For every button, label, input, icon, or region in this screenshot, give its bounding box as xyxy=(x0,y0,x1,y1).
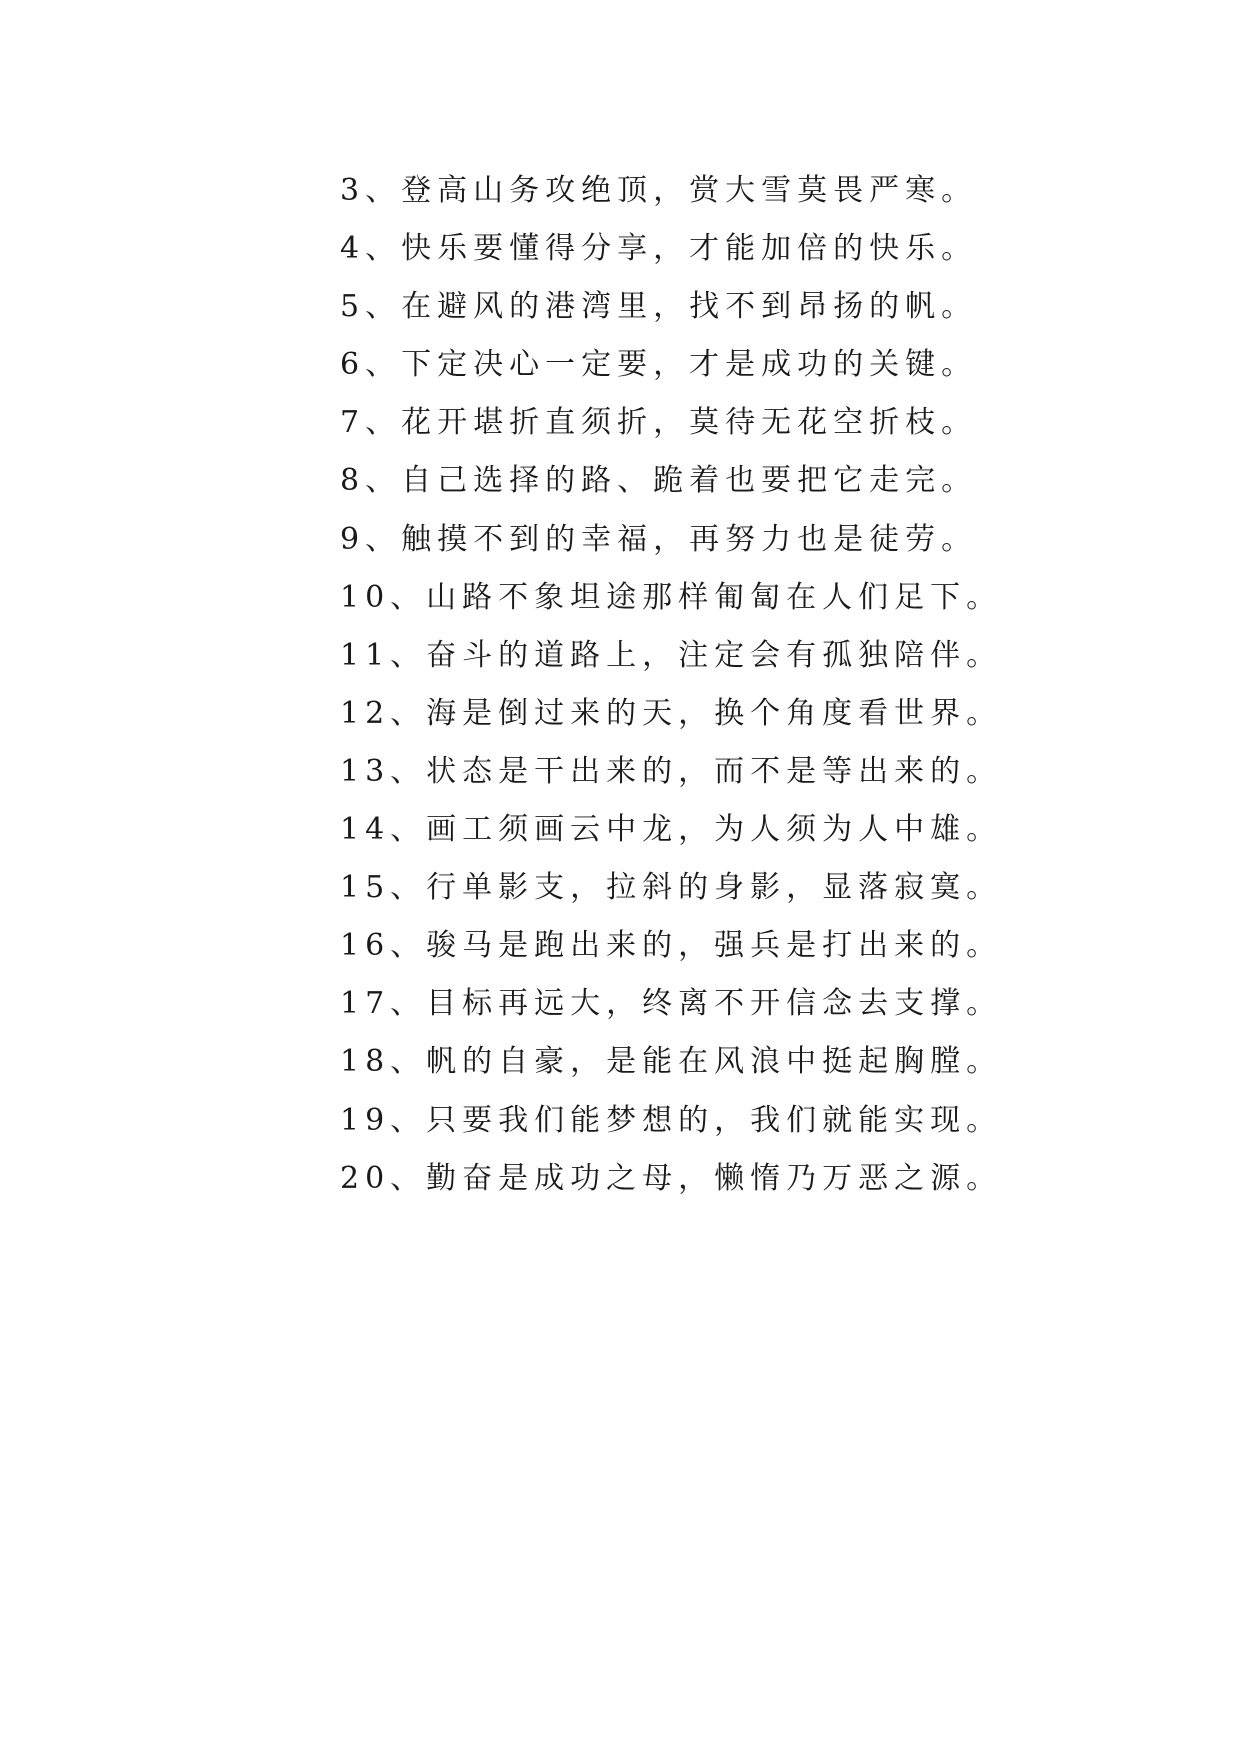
quote-list xyxy=(340,162,1002,1208)
quote-line: 18、帆的自豪，是能在风浪中挺起胸膛。 xyxy=(340,1044,1003,1080)
quote-line: 20、勤奋是成功之母，懒惰乃万恶之源。 xyxy=(340,1160,1003,1196)
quote-line: 13、状态是干出来的，而不是等出来的。 xyxy=(340,753,1003,789)
quote-line: 8、自己选择的路、跪着也要把它走完。 xyxy=(340,463,978,499)
quote-line: 11、奋斗的道路上，注定会有孤独陪伴。 xyxy=(340,637,1003,673)
quote-line: 7、花开堪折直须折，莫待无花空折枝。 xyxy=(340,405,978,441)
quote-line: 17、目标再远大，终离不开信念去支撑。 xyxy=(340,986,1003,1022)
quote-line: 6、下定决心一定要，才是成功的关键。 xyxy=(340,347,978,383)
quote-line: 10、山路不象坦途那样匍匐在人们足下。 xyxy=(340,579,1003,615)
quote-line: 12、海是倒过来的天，换个角度看世界。 xyxy=(340,695,1003,731)
quote-line: 15、行单影支，拉斜的身影，显落寂寞。 xyxy=(340,870,1003,906)
quote-line: 4、快乐要懂得分享，才能加倍的快乐。 xyxy=(340,231,978,267)
quote-line: 16、骏马是跑出来的，强兵是打出来的。 xyxy=(340,928,1003,964)
quote-line: 14、画工须画云中龙，为人须为人中雄。 xyxy=(340,812,1003,848)
quote-line: 9、触摸不到的幸福，再努力也是徒劳。 xyxy=(340,521,978,557)
quote-line: 19、只要我们能梦想的，我们就能实现。 xyxy=(340,1102,1003,1138)
quote-line: 5、在避风的港湾里，找不到昂扬的帆。 xyxy=(340,289,978,325)
quote-line: 3、登高山务攻绝顶，赏大雪莫畏严寒。 xyxy=(340,173,978,208)
